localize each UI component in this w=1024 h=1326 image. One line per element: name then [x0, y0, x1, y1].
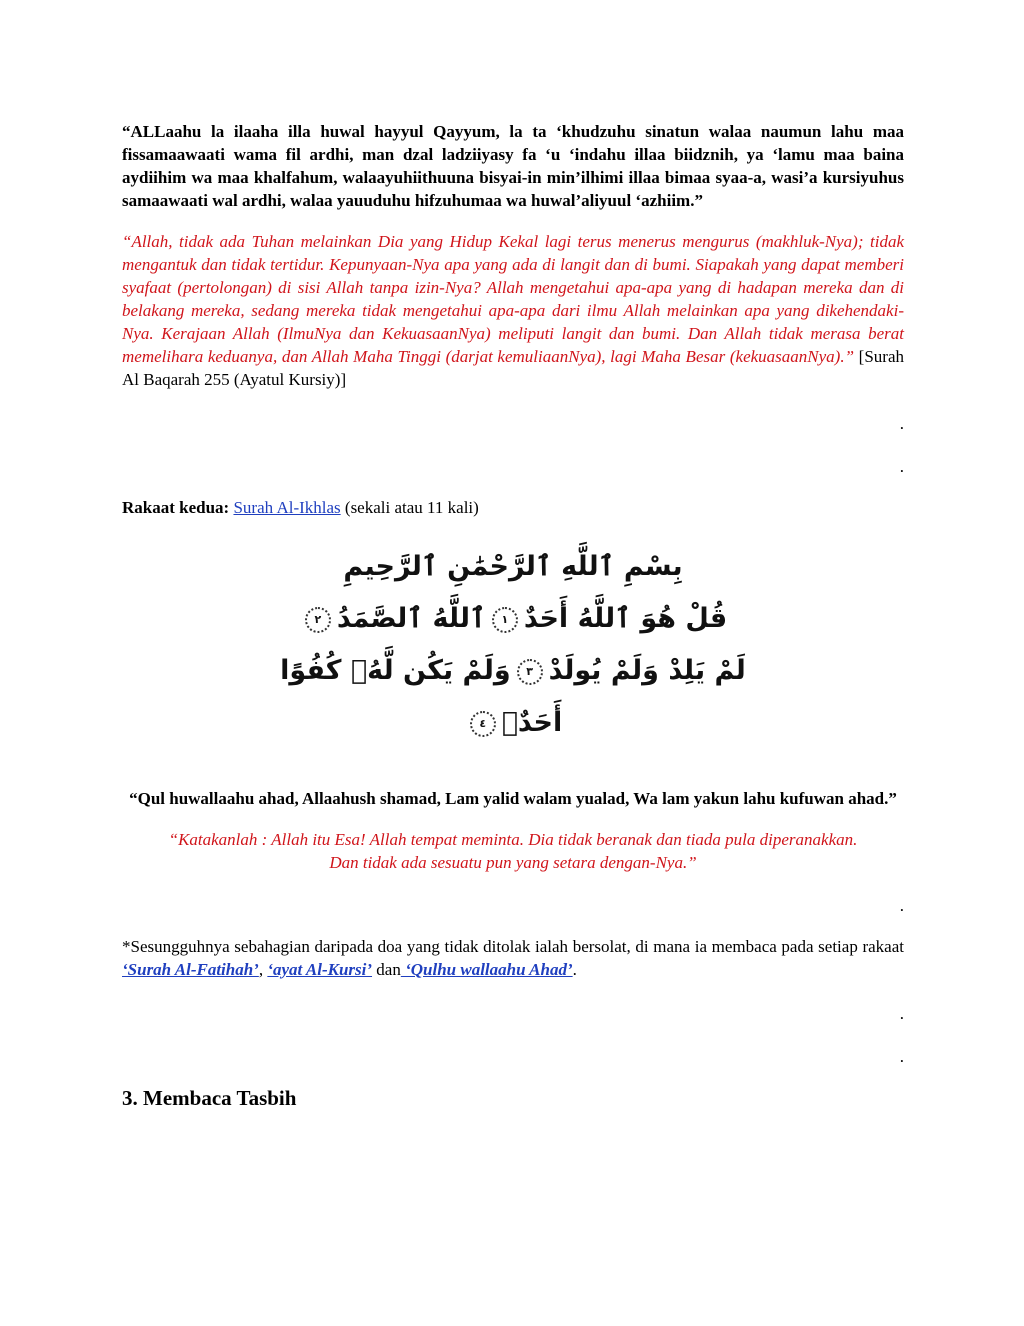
note-end: .: [572, 960, 577, 979]
ayah-2: ٱللَّهُ ٱلصَّمَدُ: [336, 603, 486, 634]
rakaat-kedua-label: Rakaat kedua:: [122, 498, 230, 517]
basmala: بِسْمِ ٱللَّهِ ٱلرَّحْمَٰنِ ٱلرَّحِيمِ: [343, 551, 683, 582]
ayatul-kursi-translation: “Allah, tidak ada Tuhan melainkan Dia yang Hidup Kekal lagi terus menerus mengurus (makhluk-Nya); tidak mengantuk dan tidak tertidur. Kepunyaan-Nya apa yang ada di langit dan di bumi. Siapakah yang dapat memberi syafaat (pertolongan) di sisi Allah tanpa izin-Nya? Allah mengetahui apa-apa yang di hadapan mereka dan di belakang mereka, sedang mereka tidak mengetahui apa-apa dari ilmu Allah melainkan apa yang dikehendaki-Nya. Kerajaan Allah (IlmuNya dan KekuasaanNya) meliputi langit dan bumi. Dan Allah tidak merasa berat memelihara keduanya, dan Allah Maha Tinggi (darjat kemuliaanNya), lagi Maha Besar (kekuasaanNya).”: [122, 232, 904, 366]
ayatul-kursi-transliteration: “ALLaahu la ilaaha illa huwal hayyul Qayyum, la ta ‘khudzuhu sinatun walaa naumun lahu maa fissamaawaati wama fil ardhi, man dzal ladziiyasy fa ‘u ‘indahu illaa biidznih, ya ‘lamu maa baina aydiihim wa maa khalfahum, walaayuhiithuuna bisyai-in min’ilhimi illaa bimaa syaa-a, wasi’a kursiyuhus samaawaati wal ardhi, walaa yauuduhu hifzuhumaa wa huwal’aliyuul ‘azhiim.”: [122, 122, 904, 210]
note-paragraph: [122, 935, 904, 981]
ayah-4: وَلَمْ يَكُن لَّهُۥ كُفُوًا أَحَدٌۢ: [280, 655, 563, 738]
rakaat-kedua-line: [122, 496, 904, 519]
ayah-end-mark-2: ٢: [305, 607, 331, 633]
spacer-dot: .: [899, 1047, 904, 1066]
rakaat-kedua-suffix: (sekali atau 11 kali): [340, 498, 479, 517]
surah-al-ikhlas-link[interactable]: Surah Al-Ikhlas: [233, 498, 341, 517]
ayah-1: قُلْ هُوَ ٱللَّهُ أَحَدٌ: [523, 603, 728, 634]
ayah-end-mark-4: ٤: [470, 711, 496, 737]
surah-al-fatihah-link[interactable]: ‘Surah Al-Fatihah’: [122, 960, 259, 979]
ikhlas-transliteration: “Qul huwallaahu ahad, Allaahush shamad, Lam yalid walam yualad, Wa lam yakun lahu kufuwan ahad.”: [129, 789, 897, 808]
ayatul-kursi-reference: [Surah Al Baqarah 255 (Ayatul Kursiy)]: [122, 347, 904, 389]
spacer-dot: .: [899, 896, 904, 915]
ayah-end-mark-1: ١: [492, 607, 518, 633]
ayat-al-kursi-link[interactable]: ‘ayat Al-Kursi’: [267, 960, 373, 979]
ayatul-kursi-translation-paragraph: [122, 230, 904, 391]
ikhlas-arabic-text: [263, 541, 763, 749]
section-heading: 3. Membaca Tasbih: [122, 1086, 297, 1110]
qulhu-wallaahu-ahad-link[interactable]: ‘Qulhu wallaahu Ahad’: [400, 960, 573, 979]
note-separator: ,: [258, 960, 268, 979]
spacer-dot: .: [899, 457, 904, 476]
note-text: *Sesungguhnya sebahagian daripada doa yang tidak ditolak ialah bersolat, di mana ia membaca pada setiap rakaat: [122, 937, 904, 956]
ayah-3: لَمْ يَلِدْ وَلَمْ يُولَدْ: [548, 655, 746, 686]
ikhlas-arabic-line-1: [263, 593, 763, 645]
spacer-dot: .: [899, 414, 904, 433]
ikhlas-translation: “Katakanlah : Allah itu Esa! Allah tempat meminta. Dia tidak beranak dan tiada pula diperanakkan. Dan tidak ada sesuatu pun yang setara dengan-Nya.”: [168, 830, 858, 872]
ikhlas-arabic-line-2: [263, 645, 763, 749]
ayah-end-mark-3: ٣: [517, 659, 543, 685]
note-separator: dan: [372, 960, 401, 979]
spacer-dot: .: [899, 1004, 904, 1023]
document-page: [122, 120, 904, 1111]
